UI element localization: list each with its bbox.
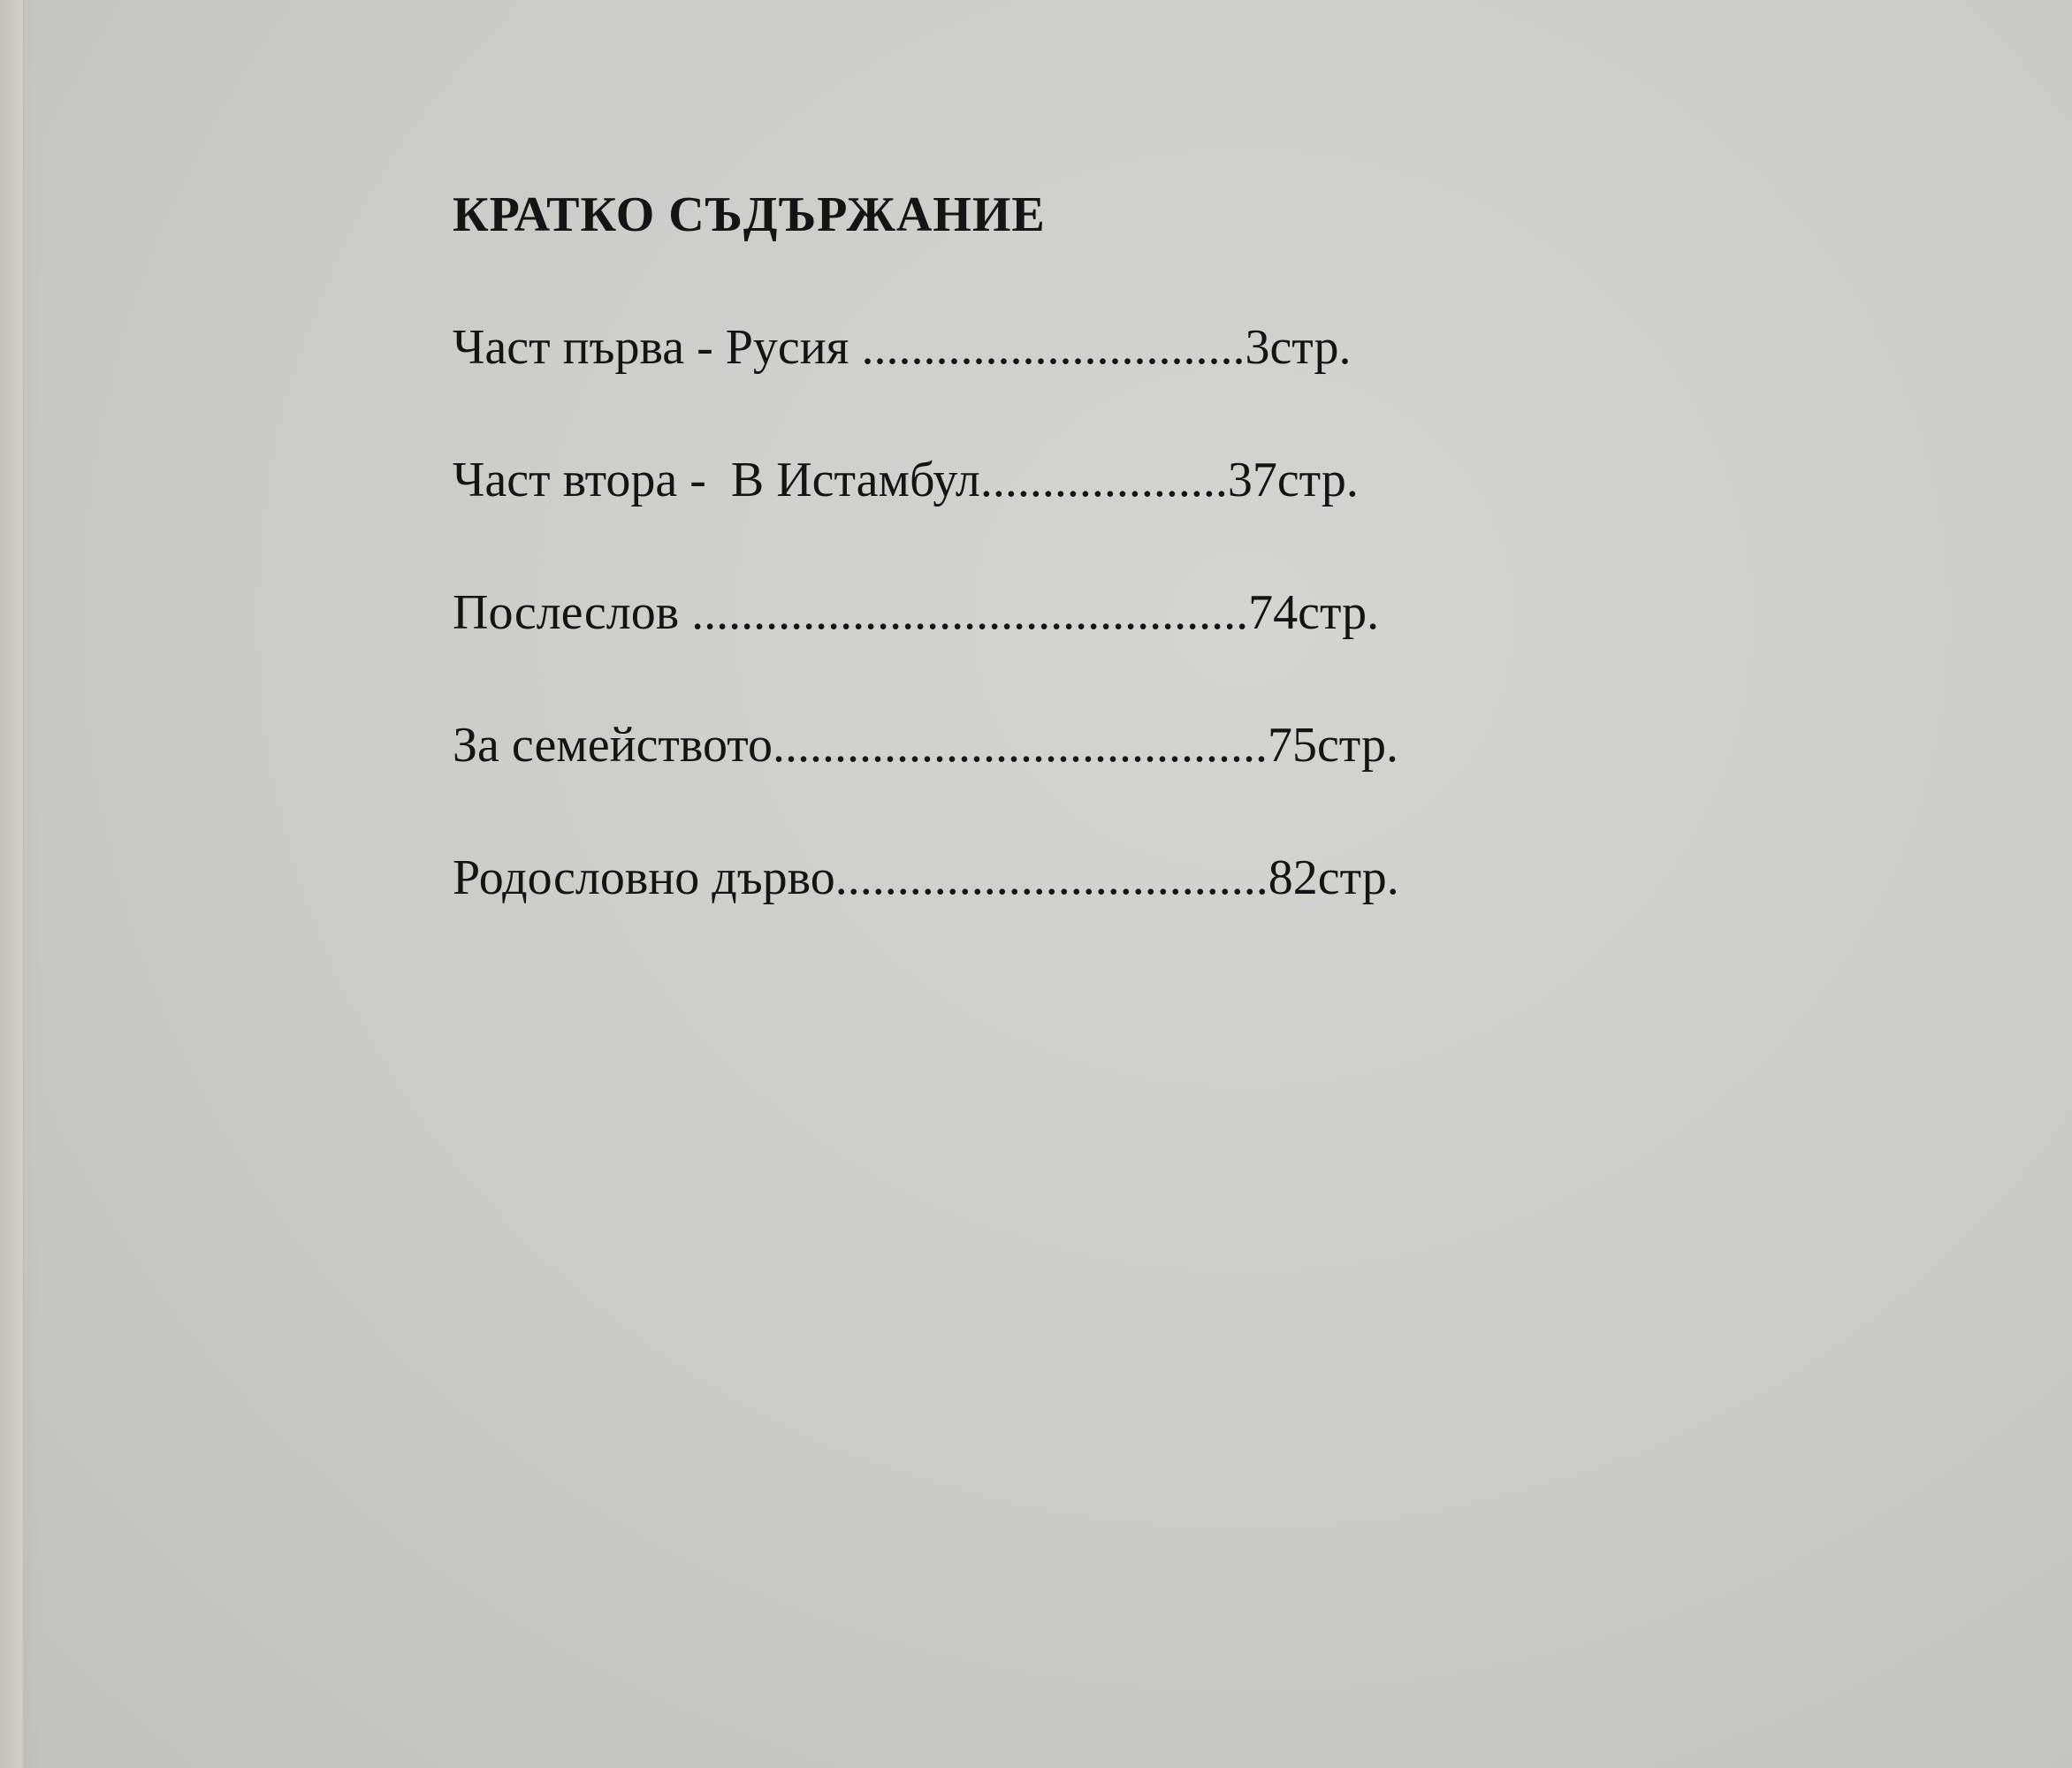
toc-entry-title: Послеслов: [453, 585, 692, 640]
toc-entry: [453, 582, 1379, 644]
toc-entry: [453, 449, 1359, 511]
toc-entry: [453, 847, 1399, 909]
toc-entry-title: За семейството: [453, 718, 773, 773]
toc-entry-page: 82стр.: [1268, 850, 1399, 905]
table-of-contents: [453, 184, 1399, 905]
toc-entry-page: 75стр.: [1267, 718, 1398, 773]
toc-entry: [453, 316, 1351, 378]
toc-entry-leader: ........................................: [772, 718, 1268, 773]
toc-entry-leader: ....................: [979, 453, 1228, 507]
toc-heading: КРАТКО СЪДЪРЖАНИЕ: [453, 187, 1046, 242]
toc-entry: [453, 714, 1398, 776]
toc-entry-page: 37стр.: [1227, 453, 1359, 507]
toc-entry-title: Част първа - Русия: [453, 320, 862, 375]
toc-entry-page: 3стр.: [1245, 320, 1352, 375]
toc-entry-leader: ...................................: [834, 850, 1268, 905]
toc-entry-page: 74стр.: [1248, 585, 1380, 640]
toc-entry-leader: .............................................: [691, 585, 1249, 640]
toc-entry-title: Родословно дърво: [453, 850, 835, 905]
toc-entry-leader: ...............................: [861, 320, 1245, 375]
page-edge: [0, 0, 24, 1768]
toc-entry-title: Част втора - В Истамбул: [453, 453, 980, 507]
